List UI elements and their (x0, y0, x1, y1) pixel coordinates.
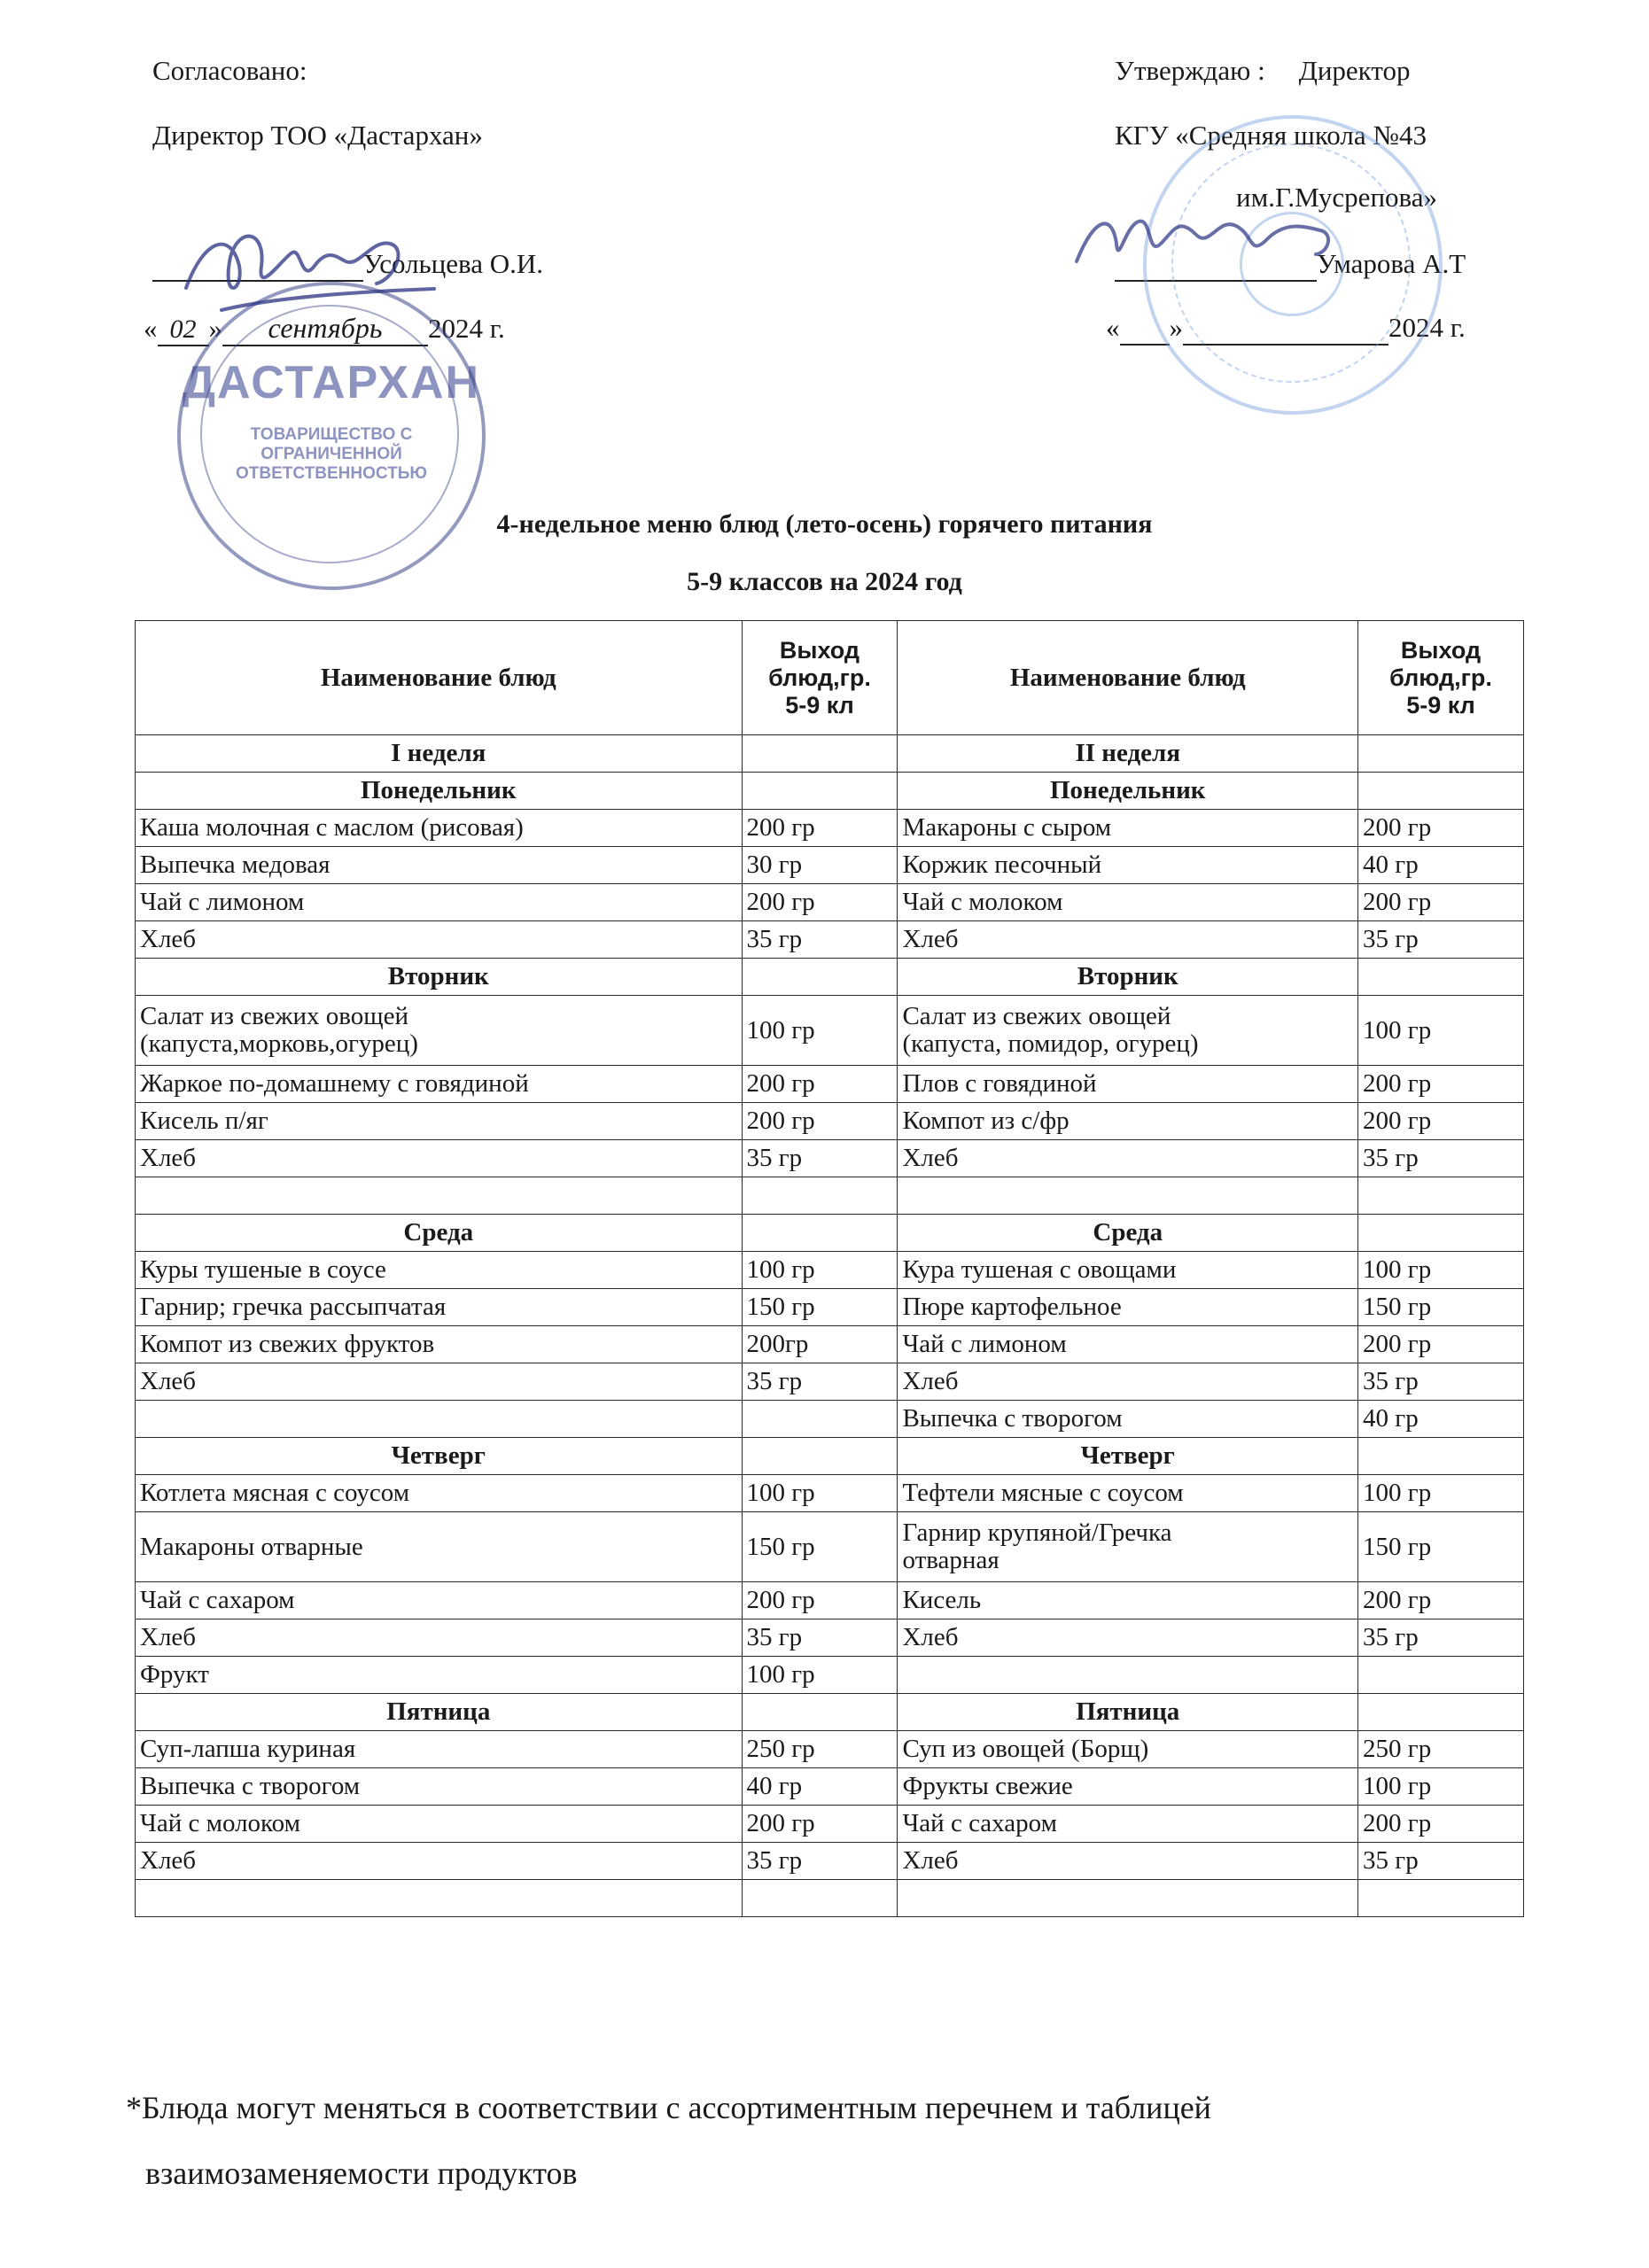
dish-name: Тефтели мясные с соусом (898, 1475, 1358, 1512)
day-label-left: Вторник (136, 959, 743, 996)
menu-table (135, 620, 1524, 1917)
dish-name: Чай с сахаром (136, 1582, 743, 1619)
day-label-right: Пятница (898, 1694, 1358, 1731)
table-row (136, 810, 1524, 847)
left-date-year: 2024 г. (428, 313, 505, 344)
dish-name: Чай с лимоном (898, 1326, 1358, 1363)
dish-name: Кисель (898, 1582, 1358, 1619)
dish-output: 35 гр (1358, 921, 1524, 959)
week-row (136, 735, 1524, 773)
day-row (136, 1694, 1524, 1731)
dish-output: 30 гр (742, 847, 898, 884)
dish-name: Выпечка с творогом (898, 1401, 1358, 1438)
dish-output: 250 гр (1358, 1731, 1524, 1768)
dish-name: Макароны отварные (136, 1512, 743, 1582)
empty-cell (136, 1177, 743, 1215)
day-label-left: Четверг (136, 1438, 743, 1475)
day-row (136, 1215, 1524, 1252)
empty-cell (1358, 1215, 1524, 1252)
empty-cell (1358, 1880, 1524, 1917)
dish-name: Салат из свежих овощей (капуста,морковь,огурец) (136, 996, 743, 1066)
approve-line (1115, 55, 1410, 87)
table-row (136, 1066, 1524, 1103)
date-quote-close: » (1169, 312, 1183, 343)
week-right-label: II неделя (898, 735, 1358, 773)
dish-output: 200 гр (742, 1066, 898, 1103)
right-signature-icon (1063, 190, 1356, 297)
dish-name: Жаркое по-домашнему с говядиной (136, 1066, 743, 1103)
table-row (136, 884, 1524, 921)
dish-output: 35 гр (742, 1363, 898, 1401)
approve-role: Директор (1298, 55, 1411, 86)
table-row (136, 1401, 1524, 1438)
table-row (136, 1512, 1524, 1582)
empty-cell (742, 773, 898, 810)
table-row (136, 1843, 1524, 1880)
column-header-output: Выход блюд,гр. 5-9 кл (1358, 621, 1524, 735)
dish-output: 200 гр (742, 1806, 898, 1843)
dish-name: Фрукт (136, 1657, 743, 1694)
dish-output: 100 гр (742, 1475, 898, 1512)
dish-name: Суп-лапша куриная (136, 1731, 743, 1768)
dish-output: 200 гр (1358, 1582, 1524, 1619)
dish-output: 40 гр (742, 1768, 898, 1806)
blank-row (136, 1880, 1524, 1917)
dish-output: 200 гр (1358, 884, 1524, 921)
table-row (136, 1363, 1524, 1401)
left-signer-name: Усольцева О.И. (363, 248, 544, 279)
dish-name: Хлеб (136, 1843, 743, 1880)
day-label-right: Четверг (898, 1438, 1358, 1475)
empty-cell (898, 1177, 1358, 1215)
dish-name: Чай с молоком (898, 884, 1358, 921)
empty-cell (1358, 1657, 1524, 1694)
right-date-year: 2024 г. (1388, 312, 1466, 343)
dish-output: 100 гр (1358, 1475, 1524, 1512)
dish-output: 150 гр (742, 1512, 898, 1582)
dish-name: Фрукты свежие (898, 1768, 1358, 1806)
dish-name: Хлеб (136, 1619, 743, 1657)
column-header-output: Выход блюд,гр. 5-9 кл (742, 621, 898, 735)
dish-name: Хлеб (136, 1363, 743, 1401)
dish-name: Салат из свежих овощей (капуста, помидор, огурец) (898, 996, 1358, 1066)
footnote-line2: взаимозаменяемости продуктов (145, 2155, 578, 2191)
dish-output: 200 гр (1358, 1806, 1524, 1843)
dish-name: Макароны с сыром (898, 810, 1358, 847)
table-row (136, 1140, 1524, 1177)
empty-cell (742, 1401, 898, 1438)
dish-output: 100 гр (1358, 1768, 1524, 1806)
stamp-brand: ДАСТАРХАН (182, 357, 481, 408)
dish-name: Гарнир крупяной/Гречка отварная (898, 1512, 1358, 1582)
day-label-right: Вторник (898, 959, 1358, 996)
dish-name: Хлеб (898, 921, 1358, 959)
blank-row (136, 1177, 1524, 1215)
empty-cell (742, 1177, 898, 1215)
dish-output: 150 гр (1358, 1512, 1524, 1582)
empty-cell (898, 1657, 1358, 1694)
dish-output: 200 гр (742, 884, 898, 921)
left-position: Директор ТОО «Дастархан» (152, 120, 483, 151)
dish-output: 35 гр (1358, 1140, 1524, 1177)
dish-name: Котлета мясная с соусом (136, 1475, 743, 1512)
date-quote-open: « (1106, 312, 1120, 343)
day-row (136, 1438, 1524, 1475)
document-subtitle: 5-9 классов на 2024 год (687, 567, 962, 596)
right-org-line1: КГУ «Средняя школа №43 (1115, 120, 1427, 151)
table-row (136, 1326, 1524, 1363)
column-header-name: Наименование блюд (898, 621, 1358, 735)
dish-output: 200 гр (742, 1103, 898, 1140)
dish-output: 200 гр (742, 1582, 898, 1619)
empty-cell (1358, 959, 1524, 996)
dish-output: 40 гр (1358, 1401, 1524, 1438)
agreed-label: Согласовано: (152, 55, 307, 86)
dish-name: Коржик песочный (898, 847, 1358, 884)
approve-label: Утверждаю : (1115, 55, 1265, 86)
empty-cell (742, 1438, 898, 1475)
dish-output: 35 гр (1358, 1619, 1524, 1657)
day-label-left: Среда (136, 1215, 743, 1252)
dish-name: Хлеб (898, 1619, 1358, 1657)
dish-output: 250 гр (742, 1731, 898, 1768)
dish-output: 100 гр (742, 1252, 898, 1289)
footnote-line1: *Блюда могут меняться в соответствии с ассортиментным перечнем и таблицей (126, 2090, 1211, 2125)
table-row (136, 847, 1524, 884)
dish-name: Пюре картофельное (898, 1289, 1358, 1326)
empty-cell (136, 1880, 743, 1917)
table-header-row (136, 621, 1524, 735)
dish-output: 100 гр (1358, 1252, 1524, 1289)
dish-name: Компот из с/фр (898, 1103, 1358, 1140)
right-signer-name: Умарова А.Т (1317, 248, 1466, 279)
empty-cell (1358, 773, 1524, 810)
dish-output: 35 гр (1358, 1843, 1524, 1880)
dish-output: 150 гр (742, 1289, 898, 1326)
table-row (136, 996, 1524, 1066)
dish-name: Хлеб (136, 1140, 743, 1177)
dish-name: Выпечка медовая (136, 847, 743, 884)
dish-output: 100 гр (1358, 996, 1524, 1066)
table-row (136, 1657, 1524, 1694)
dish-output: 100 гр (742, 1657, 898, 1694)
date-quote-open: « (144, 313, 158, 344)
dish-output: 200 гр (1358, 810, 1524, 847)
dish-output: 40 гр (1358, 847, 1524, 884)
dish-name: Выпечка с творогом (136, 1768, 743, 1806)
dish-name: Чай с молоком (136, 1806, 743, 1843)
dish-name: Каша молочная с маслом (рисовая) (136, 810, 743, 847)
day-label-left: Понедельник (136, 773, 743, 810)
dish-output: 35 гр (742, 921, 898, 959)
right-org-line2: им.Г.Мусрепова» (1236, 182, 1438, 213)
dish-name: Хлеб (898, 1363, 1358, 1401)
empty-cell (742, 1215, 898, 1252)
empty-cell (1358, 1694, 1524, 1731)
dish-output: 200 гр (1358, 1103, 1524, 1140)
day-row (136, 773, 1524, 810)
empty-cell (742, 1880, 898, 1917)
empty-cell (742, 735, 898, 773)
dish-output: 35 гр (742, 1619, 898, 1657)
table-row (136, 1289, 1524, 1326)
table-row (136, 1619, 1524, 1657)
empty-cell (1358, 1438, 1524, 1475)
dish-name: Кура тушеная с овощами (898, 1252, 1358, 1289)
left-date-day-value: 02 (169, 315, 197, 344)
dish-output: 150 гр (1358, 1289, 1524, 1326)
dish-output: 100 гр (742, 996, 898, 1066)
table-row (136, 1103, 1524, 1140)
dish-output: 200 гр (742, 810, 898, 847)
stamp-subtitle: ТОВАРИЩЕСТВО С ОГРАНИЧЕННОЙ ОТВЕТСТВЕННОСТЬЮ (236, 425, 427, 483)
dish-output: 200 гр (1358, 1326, 1524, 1363)
table-row (136, 1731, 1524, 1768)
day-row (136, 959, 1524, 996)
day-label-right: Понедельник (898, 773, 1358, 810)
empty-cell (742, 959, 898, 996)
dish-name: Суп из овощей (Борщ) (898, 1731, 1358, 1768)
dish-name: Плов с говядиной (898, 1066, 1358, 1103)
dish-name: Чай с сахаром (898, 1806, 1358, 1843)
menu-table-body (136, 621, 1524, 1917)
dish-name: Кисель п/яг (136, 1103, 743, 1140)
dish-output: 35 гр (742, 1843, 898, 1880)
dish-output: 200гр (742, 1326, 898, 1363)
day-label-left: Пятница (136, 1694, 743, 1731)
table-row (136, 1582, 1524, 1619)
dish-name: Чай с лимоном (136, 884, 743, 921)
dish-name: Хлеб (136, 921, 743, 959)
left-date-month-value: сентябрь (268, 312, 383, 344)
left-signature-icon (168, 204, 452, 337)
dish-name: Компот из свежих фруктов (136, 1326, 743, 1363)
dish-output: 35 гр (742, 1140, 898, 1177)
empty-cell (898, 1880, 1358, 1917)
document-title: 4-недельное меню блюд (лето-осень) горячего питания (496, 509, 1153, 539)
empty-cell (1358, 735, 1524, 773)
week-left-label: I неделя (136, 735, 743, 773)
table-row (136, 921, 1524, 959)
empty-cell (1358, 1177, 1524, 1215)
column-header-name: Наименование блюд (136, 621, 743, 735)
dish-output: 35 гр (1358, 1363, 1524, 1401)
table-row (136, 1252, 1524, 1289)
table-row (136, 1475, 1524, 1512)
dish-name: Хлеб (898, 1843, 1358, 1880)
table-row (136, 1768, 1524, 1806)
dish-name: Хлеб (898, 1140, 1358, 1177)
table-row (136, 1806, 1524, 1843)
empty-cell (742, 1694, 898, 1731)
dish-name: Куры тушеные в соусе (136, 1252, 743, 1289)
dish-output: 200 гр (1358, 1066, 1524, 1103)
date-quote-close: » (208, 313, 222, 344)
empty-cell (136, 1401, 743, 1438)
day-label-right: Среда (898, 1215, 1358, 1252)
dish-name: Гарнир; гречка рассыпчатая (136, 1289, 743, 1326)
